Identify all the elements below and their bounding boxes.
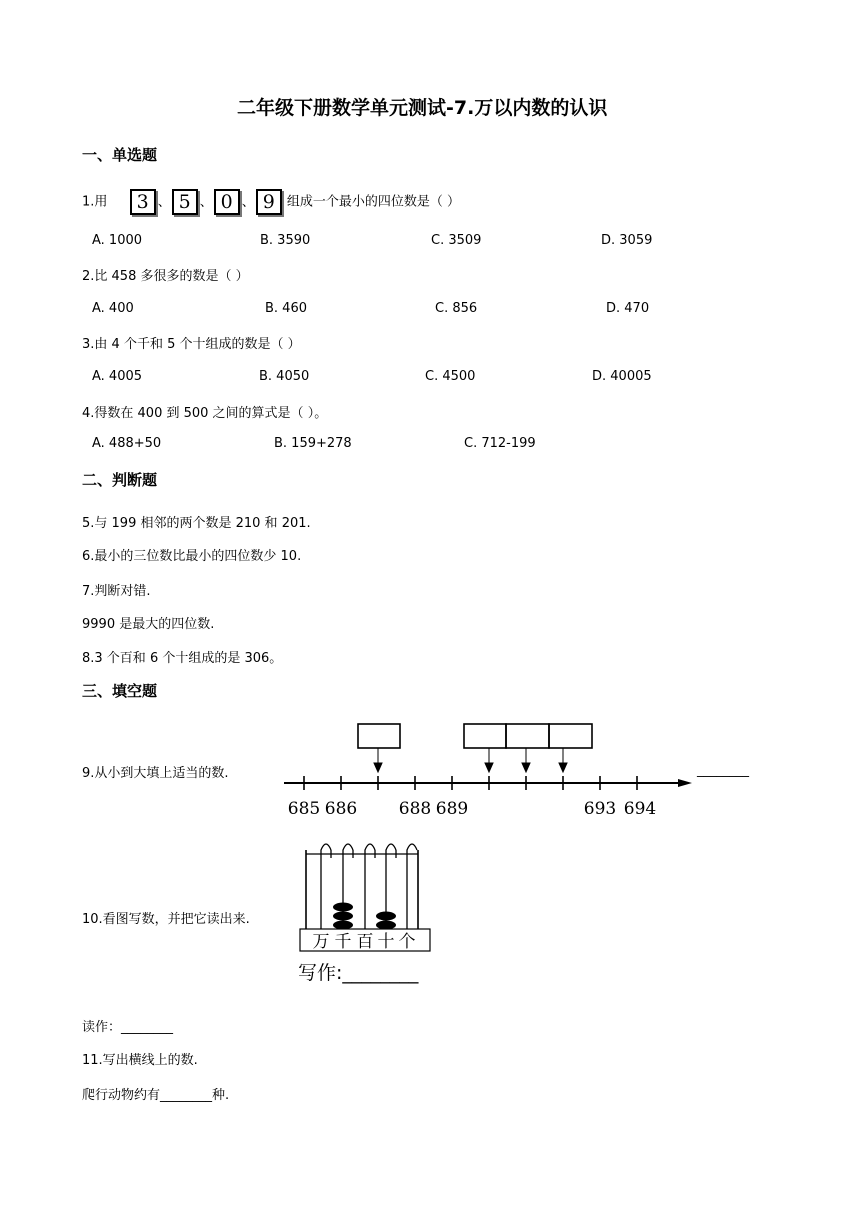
digit-card-5: 5	[172, 189, 198, 215]
question-1-suffix: 组成一个最小的四位数是（ ）	[286, 194, 461, 210]
digit-card-3: 3	[130, 189, 156, 215]
pointer-arrow-head	[559, 763, 567, 772]
q1-option-a[interactable]: A. 1000	[92, 233, 143, 248]
question-7-statement: 9990 是最大的四位数.	[82, 617, 215, 632]
write-answer-row	[298, 958, 418, 985]
question-7: 7.判断对错.	[82, 584, 151, 599]
q1-option-c[interactable]: C. 3509	[431, 233, 482, 248]
answer-box[interactable]	[506, 724, 549, 748]
abacus-bead	[376, 921, 396, 930]
abacus-bead	[376, 912, 396, 921]
answer-box[interactable]	[549, 724, 592, 748]
place-label-hundreds: 百	[356, 932, 374, 952]
q3-option-a[interactable]: A. 4005	[92, 369, 143, 384]
tick-label: 693	[583, 799, 617, 819]
tick-label: 689	[435, 799, 469, 819]
tick-label: 685	[287, 799, 321, 819]
question-10: 10.看图写数，并把它读出来.	[82, 912, 250, 927]
pointer-arrow-head	[374, 763, 382, 772]
q2-option-b[interactable]: B. 460	[265, 301, 307, 316]
section-heading-single-choice: 一、单选题	[82, 146, 158, 164]
digit-card-0: 0	[214, 189, 240, 215]
question-1	[82, 189, 460, 215]
q4-option-b[interactable]: B. 159+278	[274, 436, 352, 451]
question-1-prefix: 1.用	[82, 194, 108, 210]
q3-option-b[interactable]: B. 4050	[259, 369, 310, 384]
digit-card-9: 9	[256, 189, 282, 215]
tick-label: 694	[623, 799, 657, 819]
q2-option-c[interactable]: C. 856	[435, 301, 478, 316]
q3-option-d[interactable]: D. 40005	[592, 369, 652, 384]
number-line-figure	[270, 715, 760, 825]
place-label-thousands: 千	[334, 932, 352, 952]
q4-option-c[interactable]: C. 712-199	[464, 436, 536, 451]
section-heading-true-false: 二、判断题	[82, 471, 158, 489]
separator: 、	[157, 194, 171, 210]
q3-option-c[interactable]: C. 4500	[425, 369, 476, 384]
number-line-arrowhead	[678, 779, 692, 787]
question-4: 4.得数在 400 到 500 之间的算式是（ ）。	[82, 406, 328, 421]
write-answer-blank[interactable]: ________	[342, 962, 419, 984]
q9-answer-blank[interactable]: ________	[697, 763, 749, 778]
question-11: 11.写出横线上的数.	[82, 1053, 198, 1068]
place-label-ten-thousands: 万	[312, 932, 330, 952]
q2-option-a[interactable]: A. 400	[92, 301, 134, 316]
question-5: 5.与 199 相邻的两个数是 210 和 201.	[82, 516, 311, 531]
abacus-bead	[333, 903, 353, 912]
question-3: 3.由 4 个千和 5 个十组成的数是（ ）	[82, 337, 301, 352]
tick-label: 686	[324, 799, 358, 819]
separator: 、	[199, 194, 213, 210]
abacus-bead	[333, 921, 353, 930]
question-11-statement[interactable]: 爬行动物约有________种.	[82, 1088, 230, 1103]
write-label: 写作:	[298, 962, 343, 984]
tick-label: 688	[398, 799, 432, 819]
question-6: 6.最小的三位数比最小的四位数少 10.	[82, 549, 302, 564]
place-label-ones: 个	[398, 932, 416, 952]
q1-option-d[interactable]: D. 3059	[601, 233, 653, 248]
q1-option-b[interactable]: B. 3590	[260, 233, 311, 248]
q4-option-a[interactable]: A. 488+50	[92, 436, 162, 451]
question-8: 8.3 个百和 6 个十组成的是 306。	[82, 651, 283, 666]
answer-box[interactable]	[358, 724, 400, 748]
pointer-arrow-head	[522, 763, 530, 772]
q2-option-d[interactable]: D. 470	[606, 301, 650, 316]
place-label-tens: 十	[377, 932, 395, 952]
separator: 、	[241, 194, 255, 210]
pointer-arrow-head	[485, 763, 493, 772]
abacus-figure	[296, 836, 436, 956]
document-title: 二年级下册数学单元测试-7.万以内数的认识	[237, 97, 608, 119]
section-heading-fill-blank: 三、填空题	[82, 682, 158, 700]
question-9: 9.从小到大填上适当的数.	[82, 766, 229, 781]
answer-box[interactable]	[464, 724, 506, 748]
read-answer-row[interactable]: 读作：________	[82, 1020, 174, 1035]
question-2: 2.比 458 多很多的数是（ ）	[82, 269, 249, 284]
abacus-bead	[333, 912, 353, 921]
